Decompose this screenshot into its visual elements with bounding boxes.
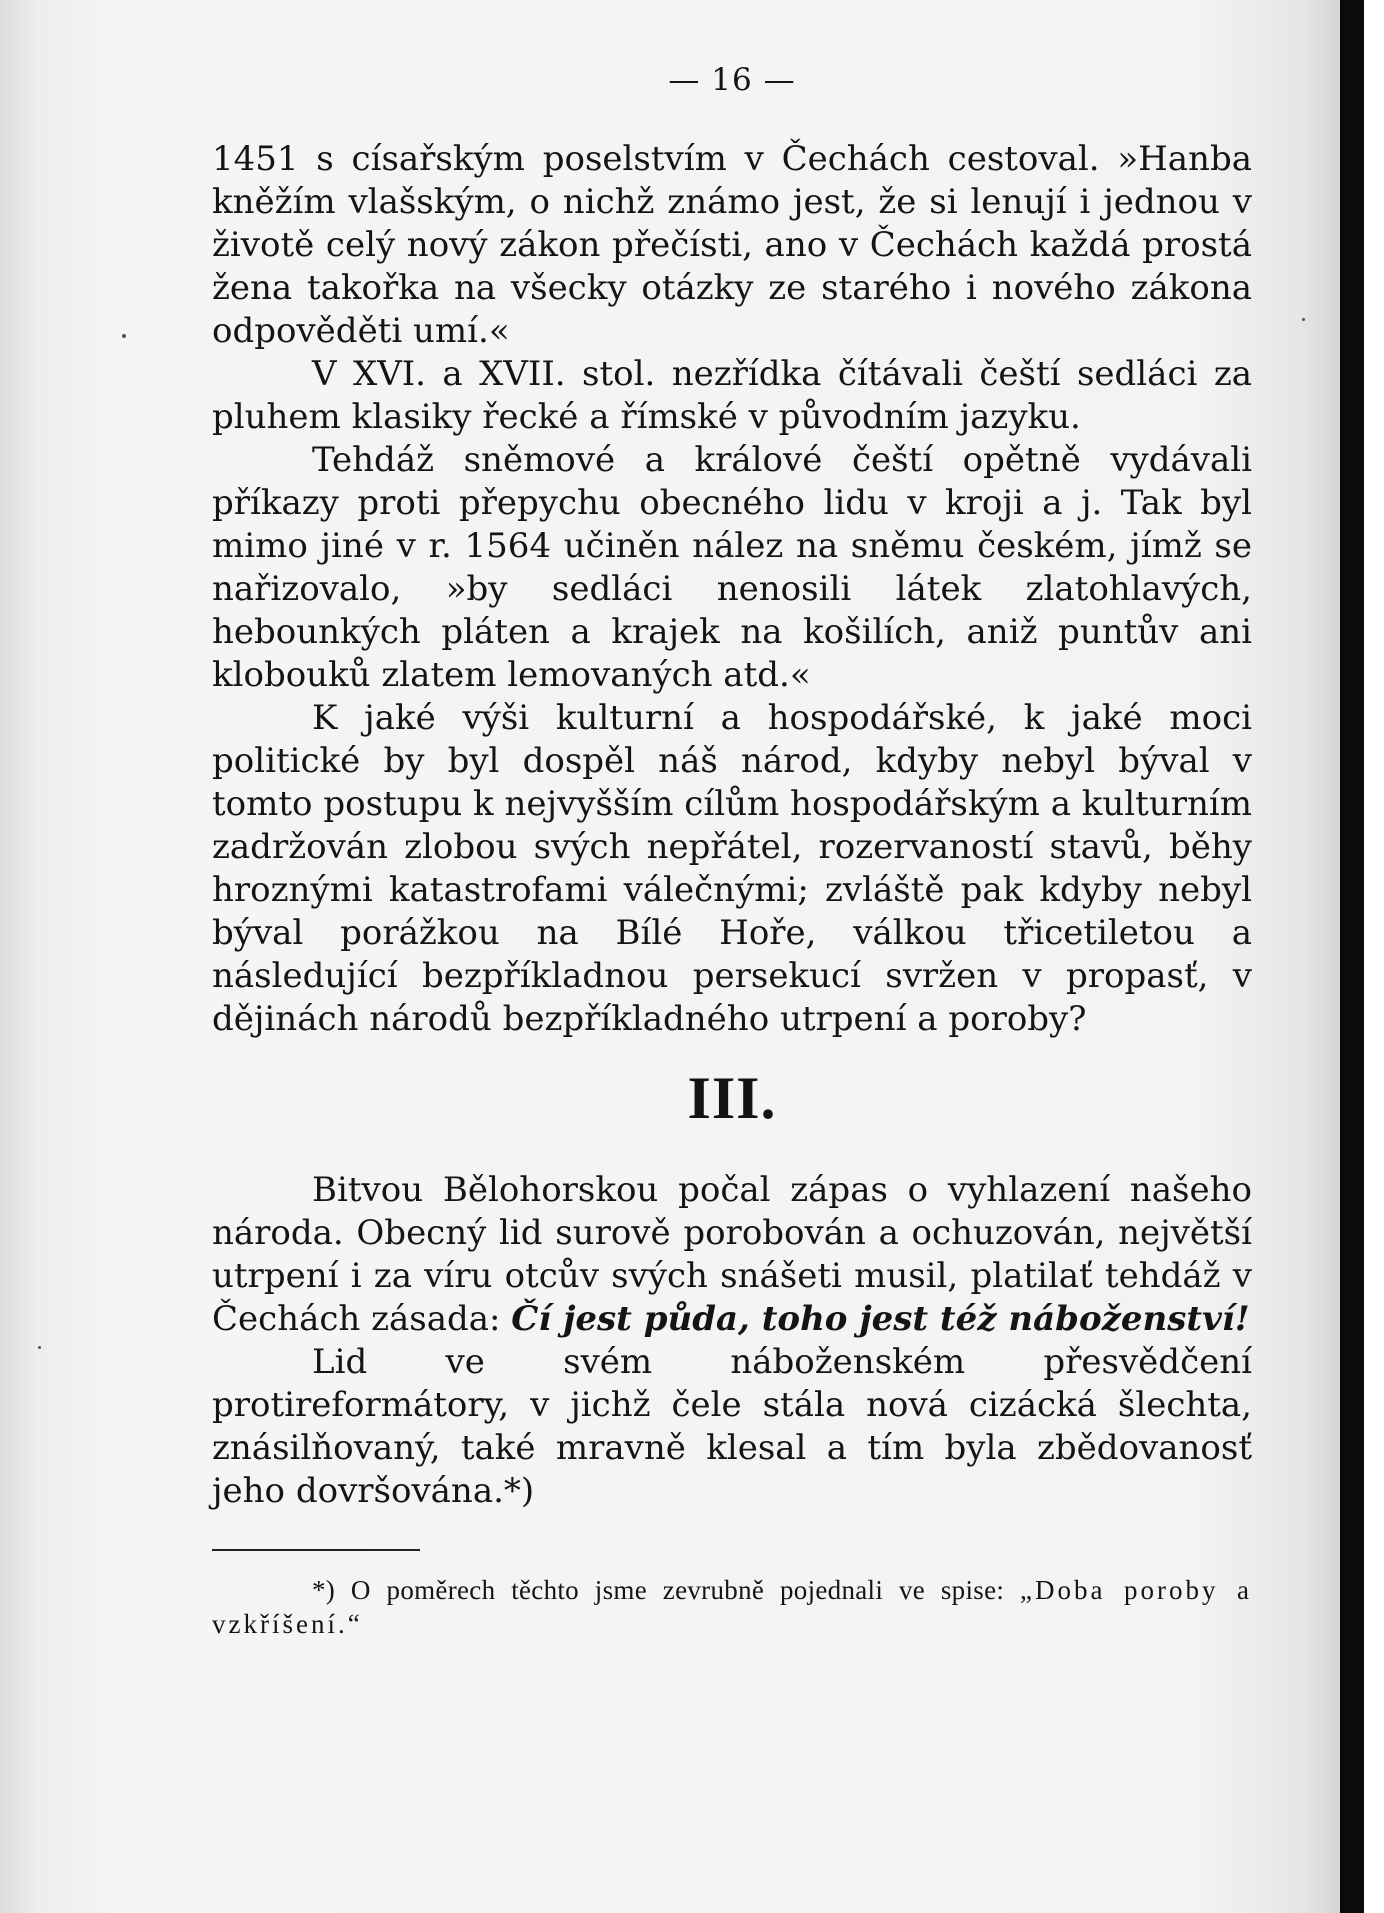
- page-content: [212, 62, 1252, 1641]
- dust-speck: [1302, 318, 1305, 321]
- paragraph-counter-reformation: Lid ve svém náboženském přesvědčení protireformátory, v jichž čele stála nová cizácká šlechta, znásilňovaný, také mravně klesal a tím byla zbědovanosť jeho dovršována.*): [212, 1342, 1252, 1511]
- footnote-rule: [212, 1549, 420, 1551]
- dust-speck: [122, 334, 126, 338]
- paragraph-continuation: 1451 s císařským poselstvím v Čechách cestoval. »Hanba kněžím vlašským, o nichž známo jest, že si lenují i jednou v životě celý nový zákon přečísti, ano v Čechách každá prostá žena takořka na všecky otázky ze starého i nového zákona odpověděti umí.«: [212, 139, 1252, 351]
- paragraph-national-development: K jaké výši kulturní a hospodářské, k jaké moci politické by byl dospěl náš národ, kdyby nebyl býval v tomto postupu k nejvyšším cílům hospodářským a kulturním zadržován zlobou svých nepřátel, rozervaností stavů, běhy hroznými katastrofami válečnými; zvláště pak kdyby nebyl býval porážkou na Bílé Hoře, válkou třicetiletou a následující bezpříkladnou persekucí svržen v propasť, v dějinách národů bezpříkladného utrpení a poroby?: [212, 698, 1252, 1039]
- footnote-text: *) O poměrech těchto jsme zevrubně pojednali ve spise:: [312, 1575, 1020, 1605]
- paragraph-white-mountain: [212, 1169, 1252, 1341]
- outer-margin: [1364, 0, 1384, 1913]
- chapter-heading: III.: [687, 1065, 777, 1131]
- binding-edge: [1340, 0, 1364, 1913]
- dust-speck: [38, 1346, 41, 1349]
- paragraph-text: Bitvou Bělohorskou počal zápas o vyhlazení našeho národa. Obecný lid surově porobován a ochuzován, největší utrpení i za víru otcův svých snášeti musil, platilať tehdáž v Čechách zásada:: [212, 1170, 1252, 1339]
- paragraph-classics: V XVI. a XVII. stol. nezřídka čítávali čeští sedláci za pluhem klasiky řecké a římské v původním jazyku.: [212, 354, 1252, 437]
- footnote: [212, 1573, 1252, 1641]
- paragraph-luxury-decree: Tehdáž sněmové a králové čeští opětně vydávali příkazy proti přepychu obecného lidu v kroji a j. Tak byl mimo jiné v r. 1564 učiněn nález na sněmu českém, jímž se nařizovalo, »by sedláci nenosili látek zlatohlavých, hebounkých pláten a krajek na košilích, aniž puntův ani klobouků zlatem lemovaných atd.«: [212, 440, 1252, 695]
- page-number: — 16 —: [668, 62, 796, 98]
- emphasized-maxim: Čí jest půda, toho jest též náboženství!: [511, 1299, 1250, 1339]
- footnote-book-title: „Doba poroby a vzkříšení.“: [212, 1575, 1252, 1639]
